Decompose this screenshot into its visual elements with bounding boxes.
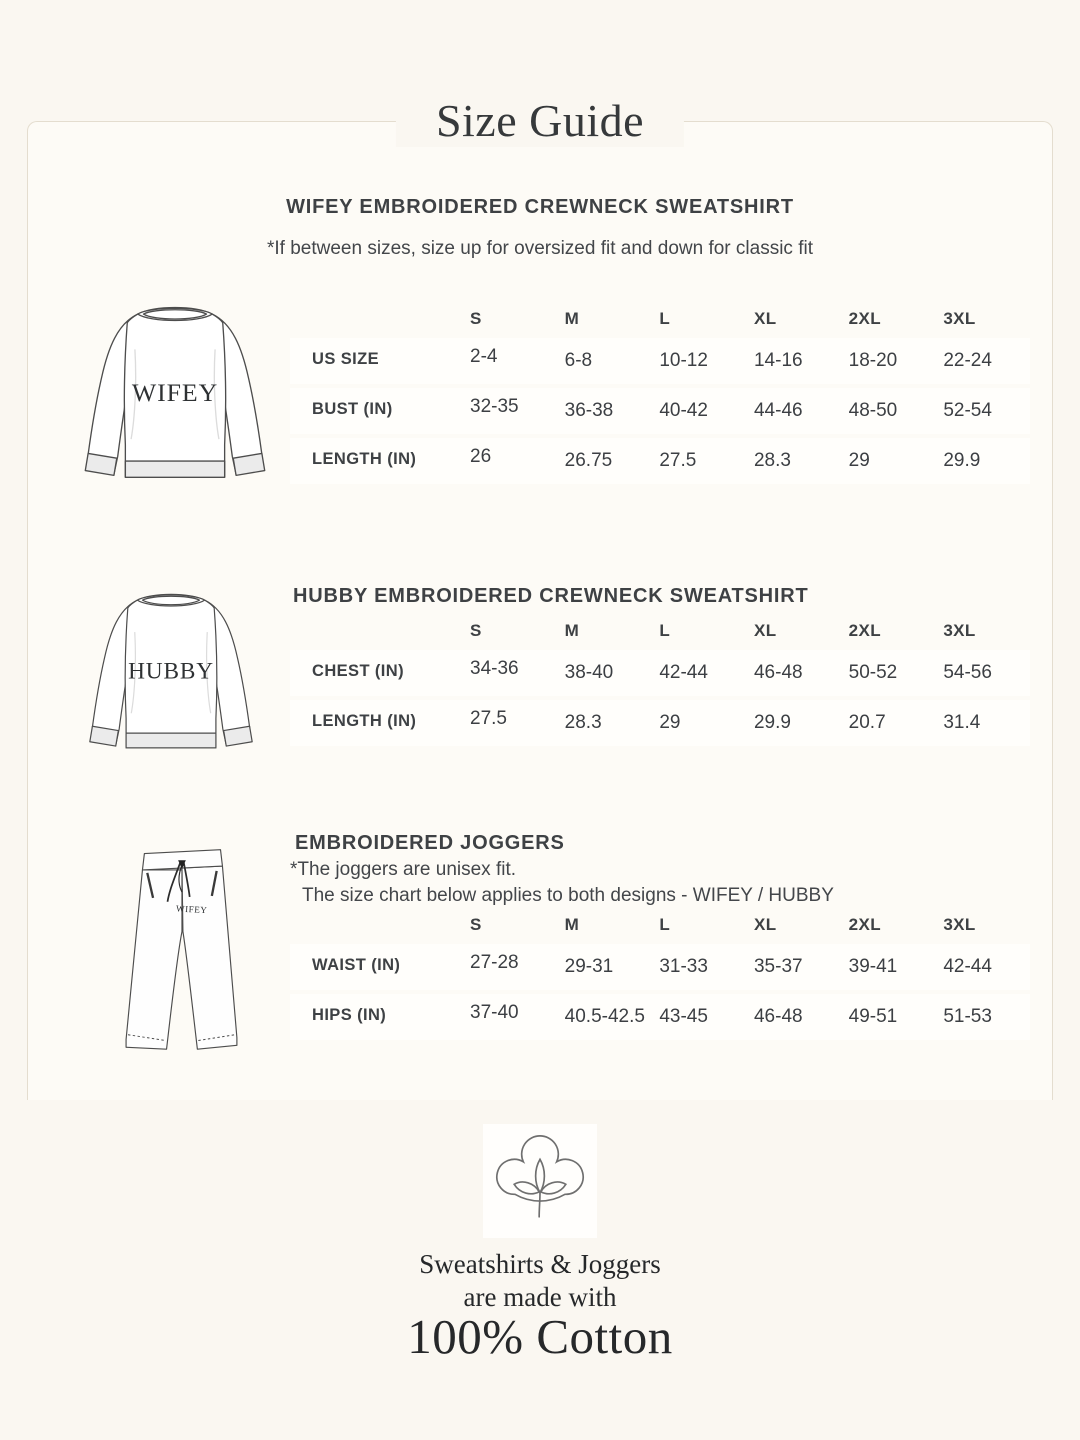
- cell: 29: [848, 450, 870, 471]
- col-header: 3XL: [943, 621, 976, 640]
- joggers-section-title: EMBROIDERED JOGGERS: [295, 832, 565, 854]
- cell: 27.5: [659, 450, 697, 471]
- cell: 49-51: [848, 1006, 898, 1027]
- col-header: S: [470, 621, 482, 640]
- col-header: 3XL: [943, 309, 976, 328]
- footer-made-with-line-2: are made with: [463, 1282, 617, 1312]
- footer-made-with-line-1: Sweatshirts & Joggers: [419, 1249, 661, 1279]
- cell: 27-28: [470, 952, 519, 973]
- joggers-note-1: *The joggers are unisex fit.: [290, 859, 517, 880]
- col-header: L: [659, 915, 671, 934]
- cotton-icon-box: [483, 1124, 597, 1238]
- cell: 22-24: [943, 350, 992, 371]
- row-label: US SIZE: [312, 349, 379, 368]
- col-header: XL: [753, 621, 777, 640]
- hubby-sweatshirt-illustration: [76, 582, 266, 772]
- hubby-section-title: HUBBY EMBROIDERED CREWNECK SWEATSHIRT: [293, 585, 809, 607]
- cell: 32-35: [470, 396, 519, 417]
- wifey-size-table: [290, 300, 1030, 488]
- row-label: LENGTH (IN): [312, 449, 417, 468]
- row-label: LENGTH (IN): [312, 711, 417, 730]
- hubby-garment-label: HUBBY: [128, 658, 214, 685]
- table-row: [290, 944, 1030, 990]
- cell: 40.5-42.5: [564, 1006, 645, 1027]
- col-header: 3XL: [943, 915, 976, 934]
- cell: 37-40: [470, 1002, 519, 1023]
- wifey-table-header: [290, 300, 1030, 338]
- col-header: L: [659, 309, 671, 328]
- table-row: [290, 994, 1030, 1040]
- cell: 31.4: [943, 712, 981, 733]
- col-header: 2XL: [848, 621, 882, 640]
- cell: 44-46: [753, 400, 803, 421]
- joggers-illustration: [102, 842, 260, 1054]
- cell: 14-16: [753, 350, 803, 371]
- col-header: M: [564, 915, 580, 934]
- cell: 29-31: [564, 956, 614, 977]
- cell: 29.9: [753, 712, 791, 733]
- cell: 39-41: [848, 956, 898, 977]
- cell: 31-33: [659, 956, 708, 977]
- cell: 43-45: [659, 1006, 708, 1027]
- cell: 26.75: [564, 450, 613, 471]
- col-header: M: [564, 309, 580, 328]
- col-header: S: [470, 915, 482, 934]
- row-label: CHEST (IN): [312, 661, 404, 680]
- cell: 54-56: [943, 662, 992, 683]
- cell: 48-50: [848, 400, 898, 421]
- joggers-table-header: [290, 906, 1030, 944]
- joggers-size-table: [290, 906, 1030, 1044]
- cell: 40-42: [659, 400, 708, 421]
- cell: 28.3: [753, 450, 791, 471]
- cell: 46-48: [753, 662, 803, 683]
- cell: 38-40: [564, 662, 614, 683]
- hubby-table-header: [290, 612, 1030, 650]
- table-row: [290, 388, 1030, 434]
- cell: 26: [470, 446, 492, 467]
- joggers-note-2: The size chart below applies to both designs - WIFEY / HUBBY: [302, 885, 834, 906]
- cell: 29.9: [943, 450, 981, 471]
- cell: 42-44: [659, 662, 708, 683]
- cell: 20.7: [848, 712, 886, 733]
- cell: 35-37: [753, 956, 803, 977]
- wifey-section-title: WIFEY EMBROIDERED CREWNECK SWEATSHIRT: [286, 196, 794, 218]
- wifey-garment-label: WIFEY: [131, 377, 219, 407]
- cell: 52-54: [943, 400, 992, 421]
- cotton-flower-icon: [490, 1131, 590, 1231]
- cell: 34-36: [470, 658, 519, 679]
- col-header: 2XL: [848, 915, 882, 934]
- cell: 28.3: [564, 712, 602, 733]
- table-row: [290, 438, 1030, 484]
- col-header: 2XL: [848, 309, 882, 328]
- col-header: S: [470, 309, 482, 328]
- col-header: XL: [753, 915, 777, 934]
- row-label: HIPS (IN): [312, 1005, 387, 1024]
- cell: 42-44: [943, 956, 992, 977]
- cell: 51-53: [943, 1006, 992, 1027]
- cell: 18-20: [848, 350, 898, 371]
- footer-cotton-claim: 100% Cotton: [407, 1309, 673, 1364]
- table-row: [290, 338, 1030, 384]
- joggers-garment-label: WIFEY: [175, 903, 208, 916]
- wifey-sweatshirt-illustration: [70, 292, 280, 506]
- row-label: WAIST (IN): [312, 955, 401, 974]
- cell: 29: [659, 712, 681, 733]
- wifey-section-note: *If between sizes, size up for oversized fit and down for classic fit: [267, 238, 813, 259]
- cell: 50-52: [848, 662, 898, 683]
- cell: 36-38: [564, 400, 614, 421]
- cell: 27.5: [470, 708, 507, 729]
- cell: 2-4: [470, 346, 498, 367]
- cell: 46-48: [753, 1006, 803, 1027]
- cell: 6-8: [564, 350, 593, 371]
- col-header: L: [659, 621, 671, 640]
- table-row: [290, 650, 1030, 696]
- cell: 10-12: [659, 350, 708, 371]
- row-label: BUST (IN): [312, 399, 393, 418]
- page-title: Size Guide: [396, 94, 684, 147]
- hubby-size-table: [290, 612, 1030, 750]
- table-row: [290, 700, 1030, 746]
- col-header: XL: [753, 309, 777, 328]
- col-header: M: [564, 621, 580, 640]
